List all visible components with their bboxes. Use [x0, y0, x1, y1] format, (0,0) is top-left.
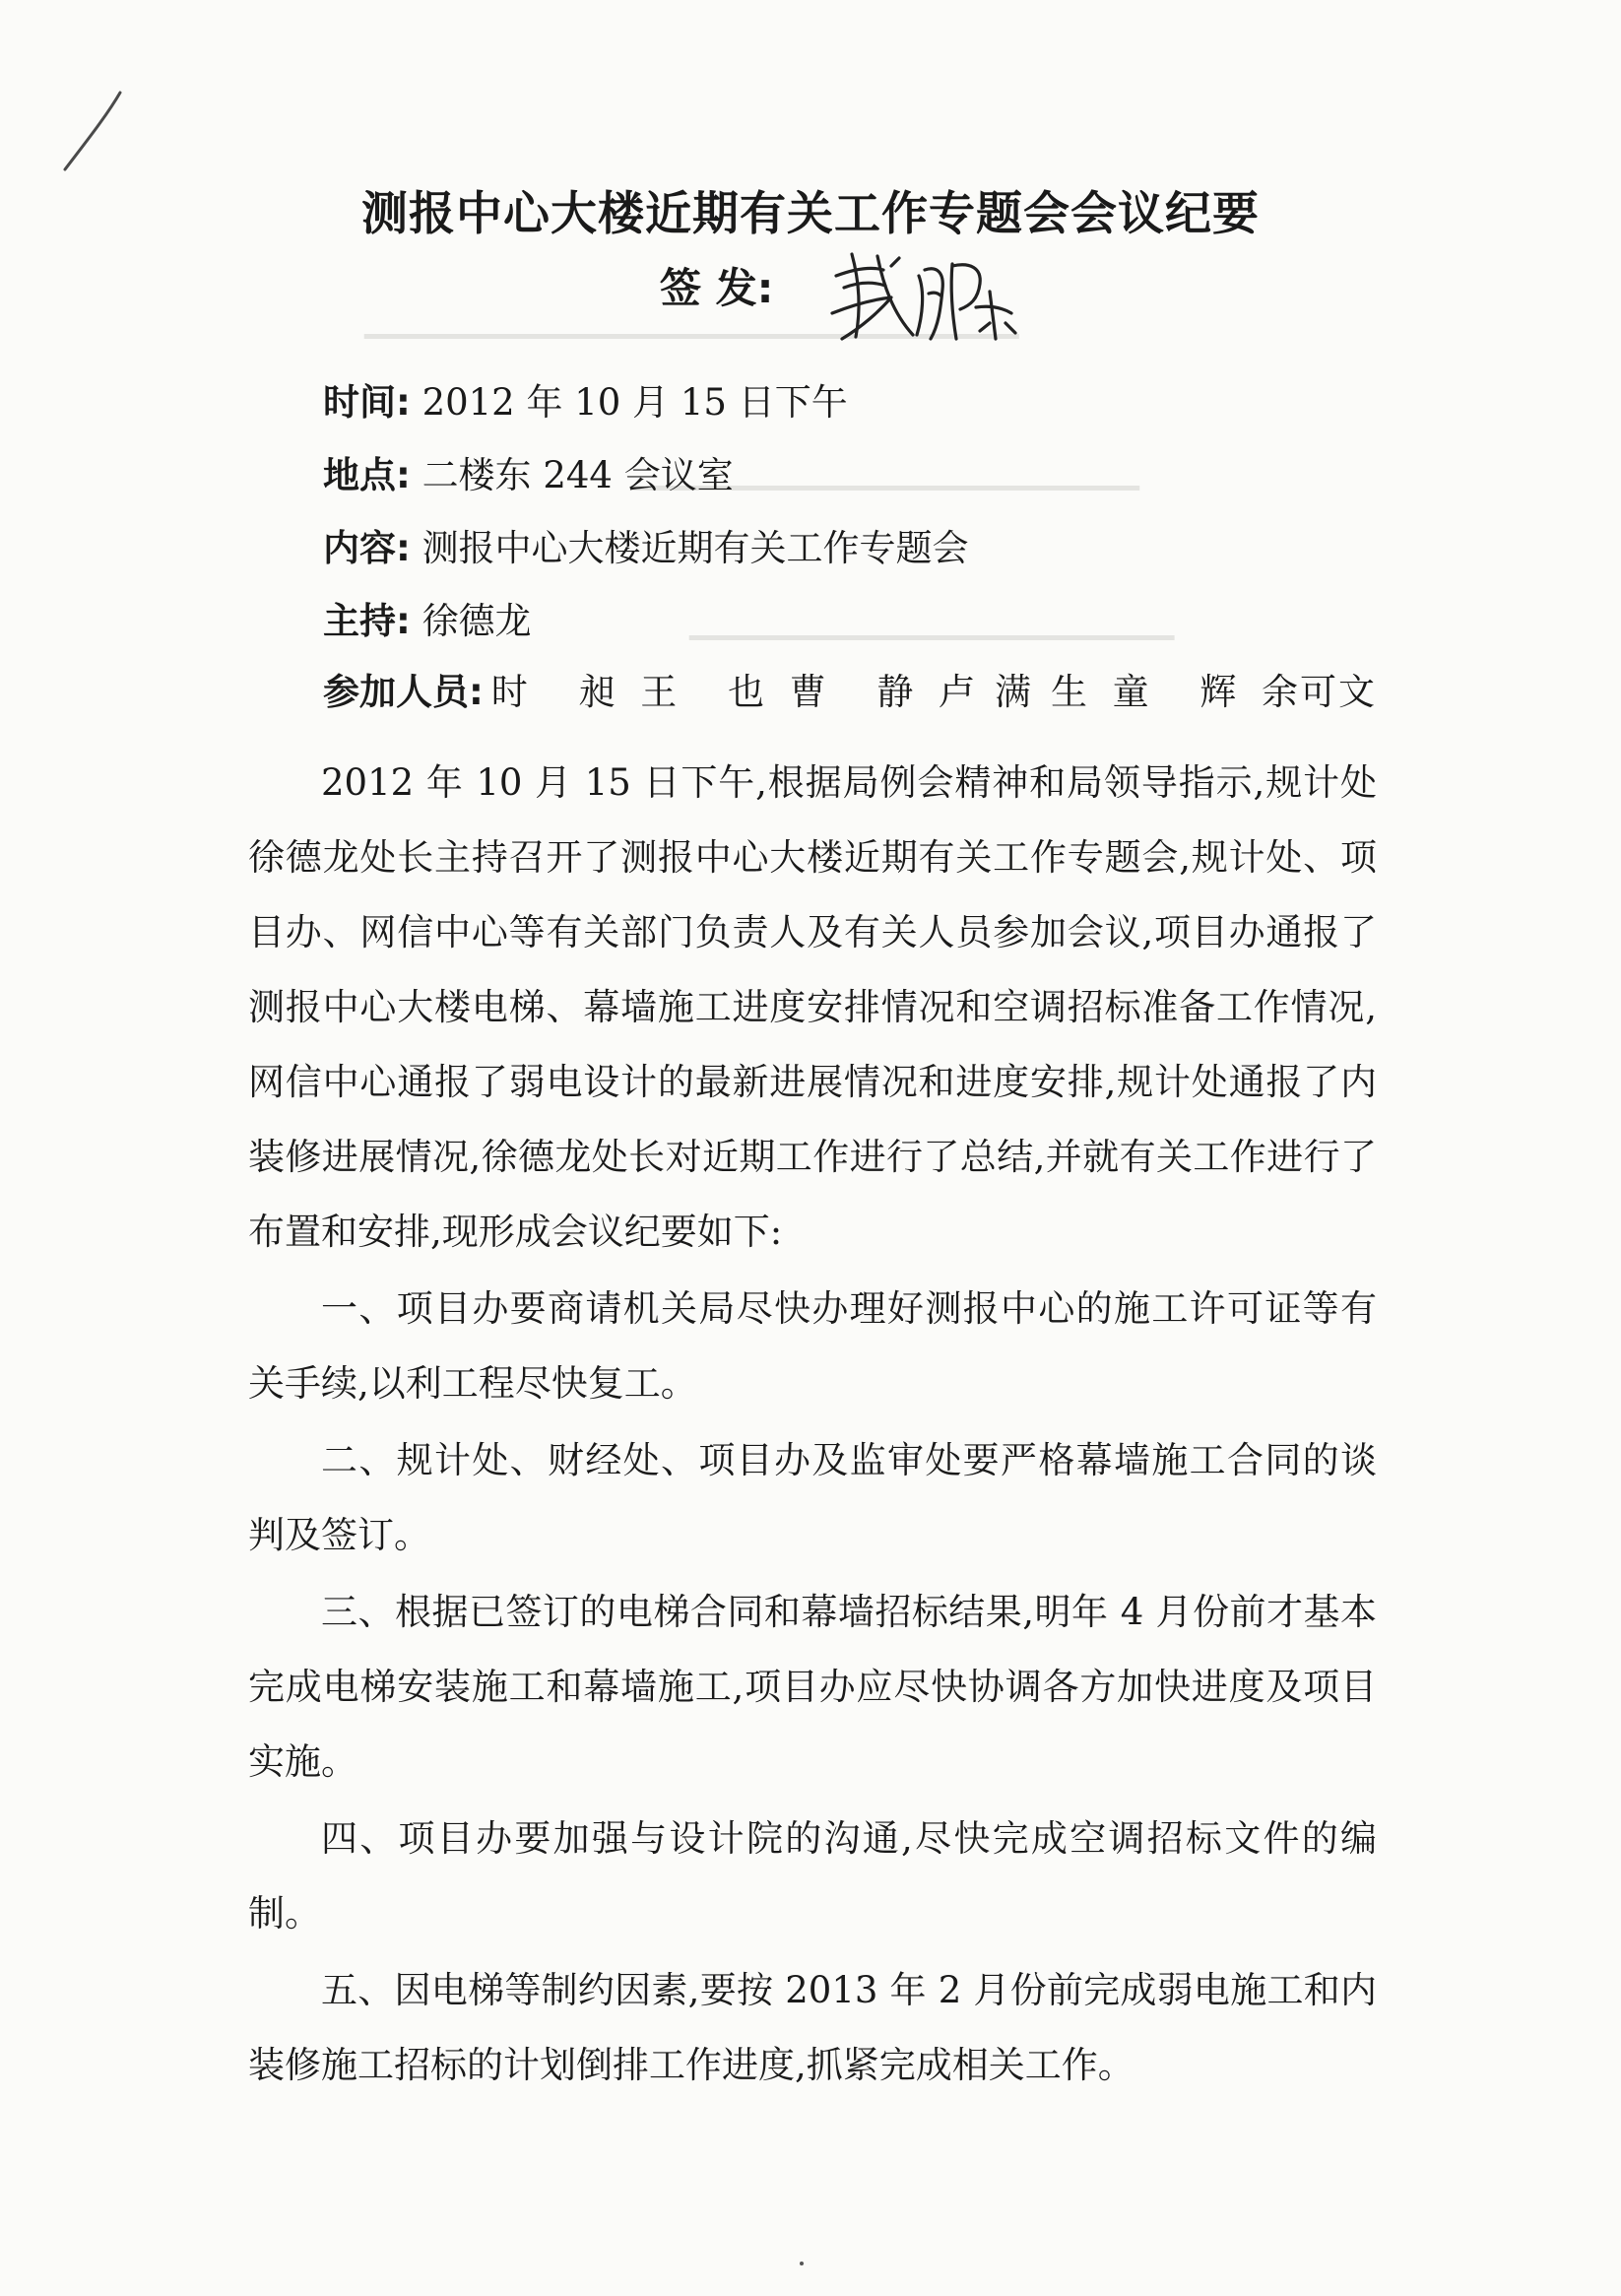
meta-place — [323, 445, 734, 498]
attendee-name: 童 辉 — [1112, 671, 1257, 713]
show-through-texture: ▁▁▁▁▁▁▁▁▁▁▁▁▁▁▁▁▁▁▁▁ — [689, 603, 1175, 640]
attendee-name: 卢满生 — [938, 671, 1107, 713]
pen-stroke-mark — [57, 87, 136, 175]
attendee-name: 余可文 — [1261, 671, 1377, 713]
meta-host-value: 徐德龙 — [421, 600, 532, 642]
body-paragraph-item-5: 五、因电梯等制约因素,要按 2013 年 2 月份前完成弱电施工和内装修施工招标的计划倒排工作进度,抓紧完成相关工作。 — [248, 1969, 1377, 2086]
show-through-texture: ▁▁▁▁▁▁▁▁▁▁▁▁▁▁▁▁▁▁▁▁▁▁▁▁▁▁▁ — [364, 301, 1019, 339]
meta-attendees-label: 参加人员: — [323, 671, 484, 713]
meta-content — [323, 518, 969, 571]
attendee-list — [491, 662, 1377, 715]
meta-host — [323, 591, 532, 644]
meta-time-label: 时间: — [323, 381, 411, 424]
handwritten-signature — [822, 236, 1029, 355]
meta-time — [323, 372, 848, 426]
body-paragraph-item-4: 四、项目办要加强与设计院的沟通,尽快完成空调招标文件的编制。 — [248, 1817, 1377, 1935]
meta-content-value: 测报中心大楼近期有关工作专题会 — [421, 527, 969, 569]
body-paragraph-item-1: 一、项目办要商请机关局尽快办理好测报中心的施工许可证等有关手续,以利工程尽快复工。 — [248, 1287, 1377, 1405]
meta-time-value: 2012 年 10 月 15 日下午 — [421, 381, 848, 424]
meta-place-value: 二楼东 244 会议室 — [421, 454, 734, 496]
page-title: 测报中心大楼近期有关工作专题会会议纪要 — [361, 187, 1260, 241]
meta-content-label: 内容: — [323, 527, 411, 569]
body-paragraph-item-2: 二、规计处、财经处、项目办及监审处要严格幕墙施工合同的谈判及签订。 — [248, 1439, 1377, 1556]
minutes-body — [248, 746, 1377, 2105]
scan-speck — [800, 2262, 804, 2265]
attendee-name: 曹 静 — [789, 671, 934, 713]
sign-label: 签 发: — [660, 264, 774, 312]
meta-place-label: 地点: — [323, 454, 411, 496]
show-through-texture: ▁▁▁▁▁▁▁▁▁▁▁▁▁▁▁▁▁▁▁▁▁ — [630, 453, 1139, 491]
meta-attendees — [323, 662, 1377, 715]
body-paragraph-intro: 2012 年 10 月 15 日下午,根据局例会精神和局领导指示,规计处徐德龙处长主持召开了测报中心大楼近期有关工作专题会,规计处、项目办、网信中心等有关部门负责人及有关人员参加会议,项目办通报了测报中心大楼电梯、幕墙施工进度安排情况和空调招标准备工作情况,网信中心通报了弱电设计的最新进展情况和进度安排,规计处通报了内装修进展情况,徐德龙处长对近期工作进行了总结,并就有关工作进行了布置和安排,现形成会议纪要如下: — [248, 761, 1377, 1253]
attendee-name: 王 也 — [640, 671, 784, 713]
attendee-name: 时 昶 — [490, 671, 635, 713]
body-paragraph-item-3: 三、根据已签订的电梯合同和幕墙招标结果,明年 4 月份前才基本完成电梯安装施工和幕墙施工,项目办应尽快协调各方加快进度及项目实施。 — [248, 1591, 1377, 1783]
meta-host-label: 主持: — [323, 600, 411, 642]
